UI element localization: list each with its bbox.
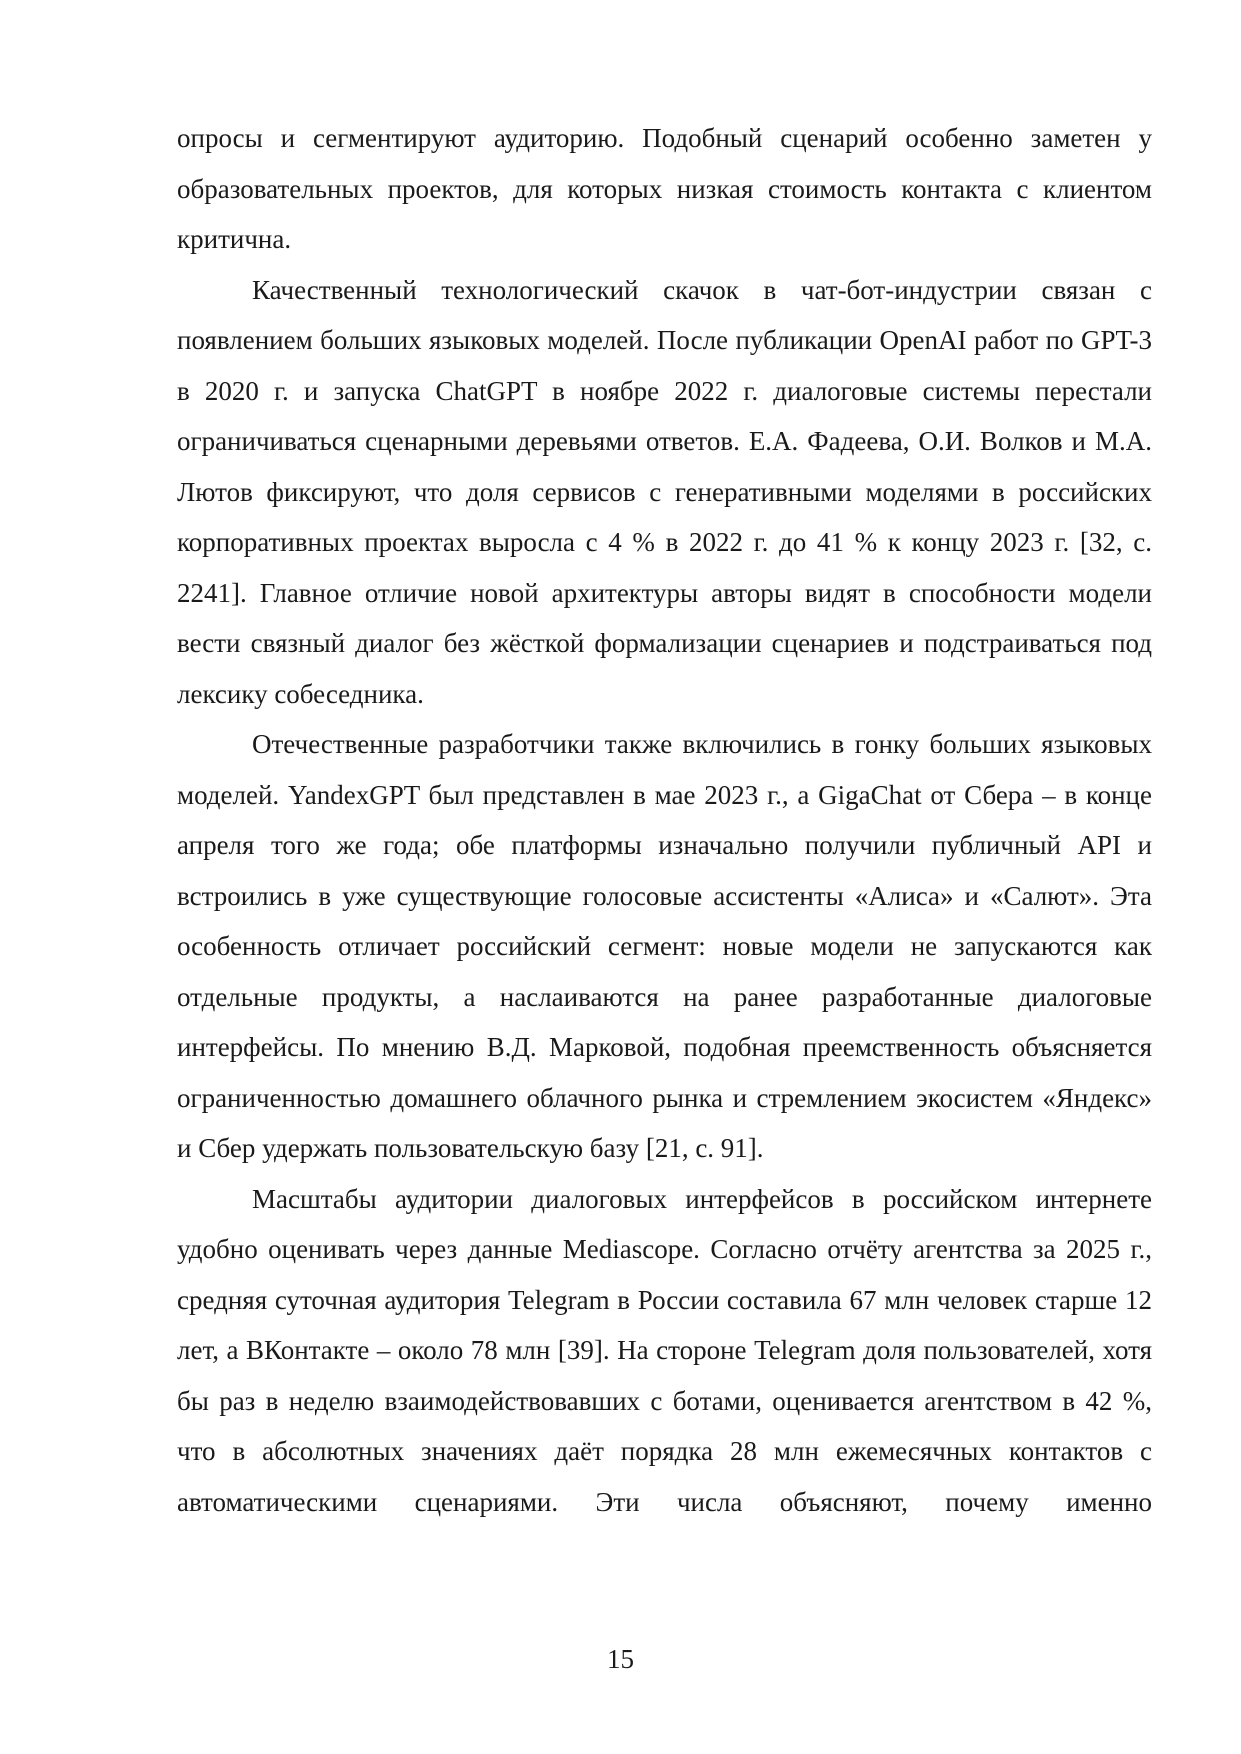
body-text bbox=[177, 113, 1152, 1527]
paragraph-audience-scale: Масштабы аудитории диалоговых интерфейсов в российском интернете удобно оценивать через данные Mediascope. Согласно отчёту агентства за 2025 г., средняя суточная аудитория Telegram в России составила 67 млн человек старше 12 лет, а ВКонтакте – около 78 млн [39]. На стороне Telegram доля пользователей, хотя бы раз в неделю взаимодействовавших с ботами, оценивается агентством в 42 %, что в абсолютных значениях даёт порядка 28 млн ежемесячных контактов с автоматическими сценариями. Эти числа объясняют, почему именно bbox=[177, 1183, 1152, 1517]
page-number: 15 bbox=[607, 1644, 634, 1674]
paragraph-llm-leap: Качественный технологический скачок в чат-бот-индустрии связан с появлением больших языковых моделей. После публикации OpenAI работ по GPT-3 в 2020 г. и запуска ChatGPT в ноябре 2022 г. диалоговые системы перестали ограничиваться сценарными деревьями ответов. Е.А. Фадеева, О.И. Волков и М.А. Лютов фиксируют, что доля сервисов с генеративными моделями в российских корпоративных проектах выросла с 4 % в 2022 г. до 41 % к концу 2023 г. [32, с. 2241]. Главное отличие новой архитектуры авторы видят в способности модели вести связный диалог без жёсткой формализации сценариев и подстраиваться под лексику собеседника. bbox=[177, 274, 1152, 709]
paragraph-domestic-developers: Отечественные разработчики также включились в гонку больших языковых моделей. YandexGPT был представлен в мае 2023 г., а GigaChat от Сбера – в конце апреля того же года; обе платформы изначально получили публичный API и встроились в уже существующие голосовые ассистенты «Алиса» и «Салют». Эта особенность отличает российский сегмент: новые модели не запускаются как отдельные продукты, а наслаиваются на ранее разработанные диалоговые интерфейсы. По мнению В.Д. Марковой, подобная преемственность объясняется ограниченностью домашнего облачного рынка и стремлением экосистем «Яндекс» и Сбер удержать пользовательскую базу [21, с. 91]. bbox=[177, 729, 1152, 1163]
paragraph-continuation: опросы и сегментируют аудиторию. Подобный сценарий особенно заметен у образовательных проектов, для которых низкая стоимость контакта с клиентом критична. bbox=[177, 123, 1152, 254]
